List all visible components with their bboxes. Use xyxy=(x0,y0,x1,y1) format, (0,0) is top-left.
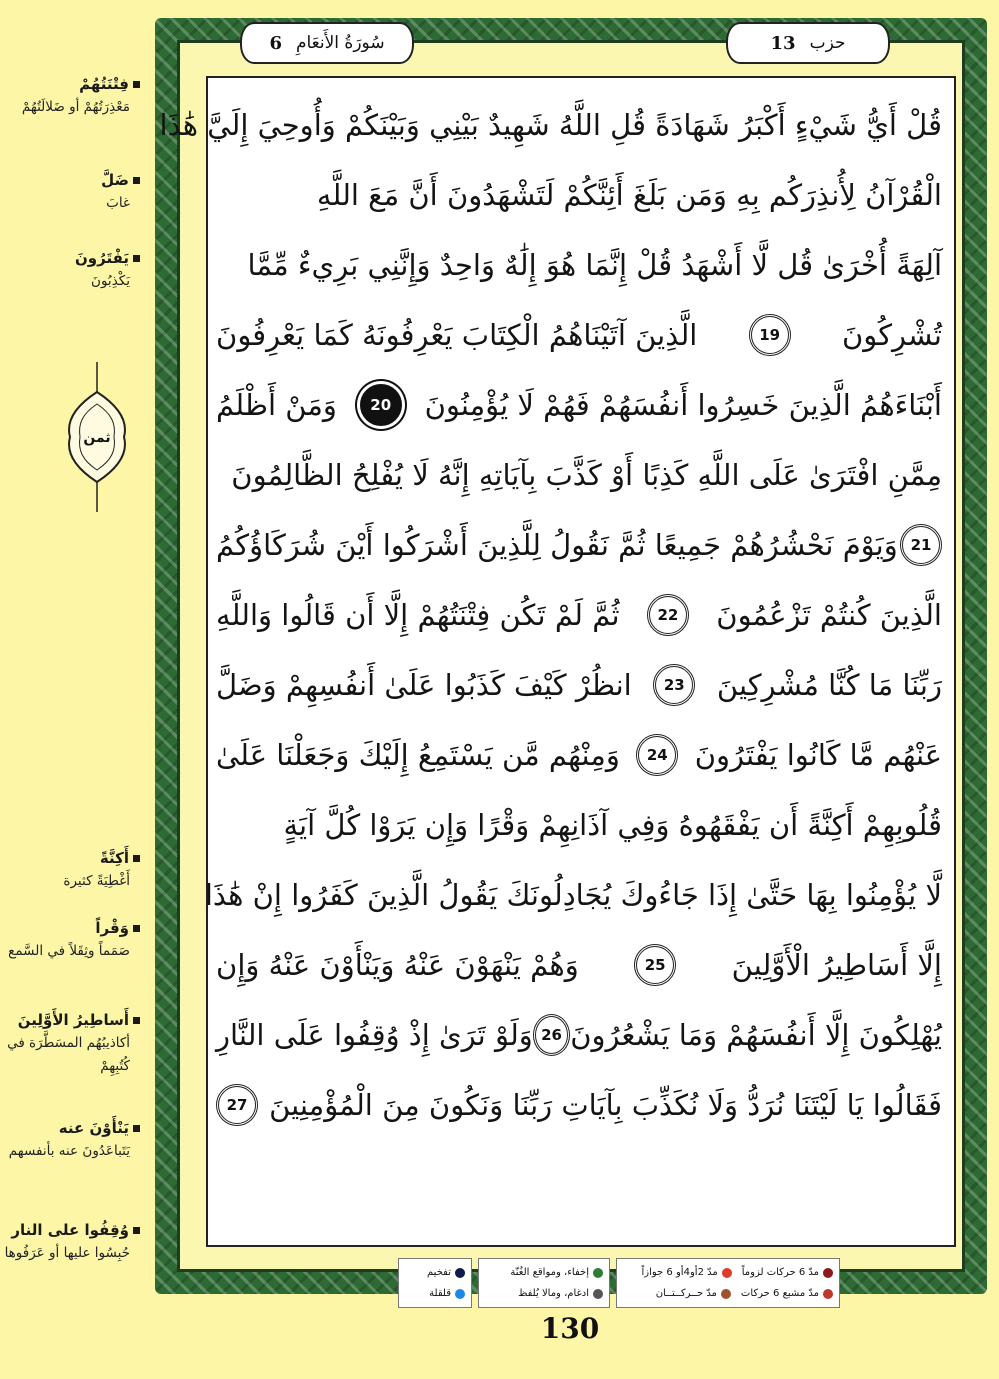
legend-other xyxy=(398,1258,472,1308)
gloss-meaning: يَتَباعَدُونَ عنه بأنفسهم xyxy=(8,1143,130,1159)
color-dot-icon xyxy=(722,1268,732,1278)
verse-text-segment: وَلَوْ تَرَىٰ إِذْ وُقِفُوا عَلَى النَّارِ xyxy=(216,1018,533,1052)
gloss-meaning: يَكْذِبُونَ xyxy=(91,273,130,289)
color-dot-icon xyxy=(455,1268,465,1278)
juz-number: 6 xyxy=(269,32,282,54)
gloss-entry xyxy=(2,1008,140,1078)
verse-line xyxy=(216,510,942,580)
legend-item: مدّ 6 حركات لزوماً xyxy=(742,1267,833,1278)
verse-text-segment: قُلُوبِهِمْ أَكِنَّةً أَن يَفْقَهُوهُ وَفِي آذَانِهِمْ وَقْرًا وَإِن يَرَوْا كُلَّ آيَةٍ xyxy=(283,808,942,842)
verse-line xyxy=(159,90,942,160)
gloss-meaning: صَمَماً وثِقَلاً في السَّمع xyxy=(8,943,130,959)
verse-number-marker: 25 xyxy=(634,944,676,986)
verse-text-segment: قُلْ أَيُّ شَيْءٍ أَكْبَرُ شَهَادَةً قُلِ اللَّهُ شَهِيدٌ بَيْنِي وَبَيْنَكُمْ وَأُوحِيَ إِلَيَّ هَٰذَا xyxy=(159,108,942,142)
bullet-icon xyxy=(133,925,140,932)
margin-glossary xyxy=(0,0,140,1379)
gloss-meaning: غابَ xyxy=(106,195,130,211)
gloss-term: يَفْتَرُونَ xyxy=(74,249,129,267)
color-dot-icon xyxy=(823,1268,833,1278)
gloss-term: يَنْأَوْنَ عنه xyxy=(58,1119,129,1137)
legend-item: مدّ حــركــتــان xyxy=(656,1288,731,1299)
verse-text-segment: أَبْنَاءَهُمُ الَّذِينَ خَسِرُوا أَنفُسَهُمْ فَهُمْ لَا يُؤْمِنُونَ xyxy=(424,388,942,422)
verse-line xyxy=(216,440,942,510)
verse-text-segment: انظُرْ كَيْفَ كَذَبُوا عَلَىٰ أَنفُسِهِمْ وَضَلَّ xyxy=(216,668,632,702)
bullet-icon xyxy=(133,255,140,262)
verse-line xyxy=(216,230,942,300)
verse-text xyxy=(159,90,952,1140)
verse-line xyxy=(216,790,942,860)
verse-line xyxy=(216,930,942,1000)
gloss-term: وُقِفُوا على النار xyxy=(11,1221,129,1239)
verse-line xyxy=(216,160,942,230)
legend-item: إخفاء، ومواقع الغُنّة xyxy=(485,1267,603,1278)
gloss-entry xyxy=(2,1116,140,1163)
gloss-entry xyxy=(2,916,140,963)
legend-item: مدّ مشبع 6 حركات xyxy=(741,1288,833,1299)
color-dot-icon xyxy=(721,1289,731,1299)
bullet-icon xyxy=(133,855,140,862)
surah-header xyxy=(240,22,414,64)
hizb-header xyxy=(726,22,890,64)
hizb-number: 13 xyxy=(770,32,796,54)
gloss-meaning: حُبِسُوا عليها أو عَرَفُوها xyxy=(4,1245,130,1261)
gloss-entry xyxy=(2,168,140,215)
legend-item: تفخيم xyxy=(405,1267,465,1278)
verse-text-segment: الْقُرْآنُ لِأُنذِرَكُم بِهِ وَمَن بَلَغَ أَئِنَّكُمْ لَتَشْهَدُونَ أَنَّ مَعَ اللَّهِ xyxy=(316,178,942,212)
verse-number-marker: 27 xyxy=(216,1084,258,1126)
bullet-icon xyxy=(133,1227,140,1234)
legend-item: مدّ 2أو4أو 6 جوازاً xyxy=(642,1267,732,1278)
legend-item: قلقلة xyxy=(405,1288,465,1299)
verse-text-segment: لَّا يُؤْمِنُوا بِهَا حَتَّىٰ إِذَا جَاءُوكَ يُجَادِلُونَكَ يَقُولُ الَّذِينَ كَفَرُوا إِنْ هَٰذَا xyxy=(204,878,942,912)
color-dot-icon xyxy=(823,1289,833,1299)
verse-text-segment: يُهْلِكُونَ إِلَّا أَنفُسَهُمْ وَمَا يَشْعُرُونَ xyxy=(570,1018,942,1052)
verse-number-marker: 21 xyxy=(900,524,942,566)
verse-number-marker: 26 xyxy=(533,1014,570,1056)
gloss-meaning: أكاذيبُهُم المسَطَّرَة في كُتُبِهِمْ xyxy=(7,1035,130,1074)
legend-madd xyxy=(616,1258,840,1308)
verse-text-segment: تُشْرِكُونَ xyxy=(841,318,942,352)
verse-number-marker: 22 xyxy=(647,594,689,636)
verse-text-segment: آلِهَةً أُخْرَىٰ قُل لَّا أَشْهَدُ قُلْ إِنَّمَا هُوَ إِلَٰهٌ وَاحِدٌ وَإِنَّنِي بَرِيءٌ مِّمَّا xyxy=(247,248,942,282)
verse-text-segment: الَّذِينَ آتَيْنَاهُمُ الْكِتَابَ يَعْرِفُونَهُ كَمَا يَعْرِفُونَ xyxy=(216,318,698,352)
gloss-term: أَكِنَّةً xyxy=(99,849,129,867)
page-number: 130 xyxy=(540,1312,600,1345)
legend-ghunna xyxy=(478,1258,610,1308)
verse-line xyxy=(204,860,942,930)
verse-text-segment: فَقَالُوا يَا لَيْتَنَا نُرَدُّ وَلَا نُكَذِّبَ بِآيَاتِ رَبِّنَا وَنَكُونَ مِنَ الْمُؤْمِنِينَ xyxy=(269,1088,942,1122)
verse-text-segment: وَمِنْهُم مَّن يَسْتَمِعُ إِلَيْكَ وَجَعَلْنَا عَلَىٰ xyxy=(216,738,620,772)
hizb-marker-text: ثمن xyxy=(83,430,111,446)
verse-text-segment: وَمَنْ أَظْلَمُ xyxy=(216,388,337,422)
gloss-term: ضَلَّ xyxy=(101,171,129,189)
verse-text-segment: الَّذِينَ كُنتُمْ تَزْعُمُونَ xyxy=(716,598,942,632)
bullet-icon xyxy=(133,1125,140,1132)
verse-text-segment: عَنْهُم مَّا كَانُوا يَفْتَرُونَ xyxy=(694,738,942,772)
verse-text-segment: وَيَوْمَ نَحْشُرُهُمْ جَمِيعًا ثُمَّ نَقُولُ لِلَّذِينَ أَشْرَكُوا أَيْنَ شُرَكَاؤُكُمُ xyxy=(216,528,898,562)
verse-number-marker: 24 xyxy=(636,734,678,776)
verse-line xyxy=(216,300,942,370)
gloss-term: أَساطِيرُ الأَوَّلِينَ xyxy=(17,1011,129,1029)
gloss-meaning: أَغْطِيَةً كثيرة xyxy=(63,873,130,889)
gloss-meaning: مَعْذِرَتُهُمْ أو ضَلالَتُهُمْ xyxy=(21,99,130,115)
verse-text-segment: رَبِّنَا مَا كُنَّا مُشْرِكِينَ xyxy=(716,668,942,702)
hizb-quarter-medallion xyxy=(64,362,130,512)
gloss-entry xyxy=(2,72,140,119)
verse-text-segment: مِمَّنِ افْتَرَىٰ عَلَى اللَّهِ كَذِبًا أَوْ كَذَّبَ بِآيَاتِهِ إِنَّهُ لَا يُفْلِحُ الظَّالِمُونَ xyxy=(231,458,942,492)
verse-line xyxy=(216,1070,942,1140)
gloss-entry xyxy=(2,1218,140,1265)
verse-number-marker: 19 xyxy=(749,314,791,356)
verse-line xyxy=(216,1000,942,1070)
bullet-icon xyxy=(133,81,140,88)
legend-item: ادغام، ومالا يُلفظ xyxy=(485,1288,603,1299)
verse-line xyxy=(216,370,942,440)
verse-number-marker: 23 xyxy=(653,664,695,706)
verse-line xyxy=(216,650,942,720)
color-dot-icon xyxy=(455,1289,465,1299)
verse-text-segment: وَهُمْ يَنْهَوْنَ عَنْهُ وَيَنْأَوْنَ عَنْهُ وَإِن xyxy=(216,948,579,982)
verse-line xyxy=(216,720,942,790)
color-dot-icon xyxy=(593,1289,603,1299)
gloss-term: وَقْراً xyxy=(95,919,129,937)
verse-text-segment: إِلَّا أَسَاطِيرُ الْأَوَّلِينَ xyxy=(731,948,942,982)
gloss-entry xyxy=(2,246,140,293)
tajweed-legend xyxy=(300,1258,840,1308)
gloss-entry xyxy=(2,846,140,893)
verse-line xyxy=(216,580,942,650)
color-dot-icon xyxy=(593,1268,603,1278)
gloss-term: فِتْنَتُهُمْ xyxy=(79,75,129,93)
surah-name: سُورَةُ الأَنعَامِ xyxy=(295,33,385,53)
bullet-icon xyxy=(133,177,140,184)
sajda-verse-number-marker: 20 xyxy=(360,384,402,426)
bullet-icon xyxy=(133,1017,140,1024)
verse-text-segment: ثُمَّ لَمْ تَكُن فِتْنَتُهُمْ إِلَّا أَن قَالُوا وَاللَّهِ xyxy=(216,598,620,632)
hizb-label: حزب xyxy=(809,33,846,53)
